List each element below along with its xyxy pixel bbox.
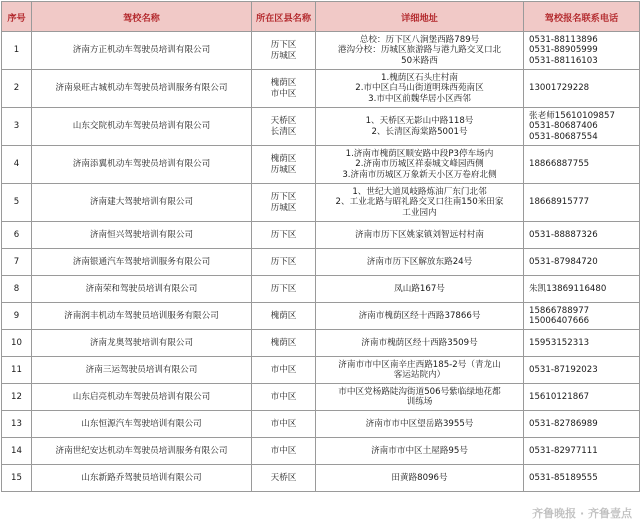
cell-phone-line: 18668915777 — [529, 197, 590, 208]
cell-phone — [524, 70, 640, 108]
header-row — [2, 2, 640, 32]
cell-phone — [524, 330, 640, 357]
cell-district — [252, 184, 316, 222]
table-row — [2, 222, 640, 249]
cell-school-name: 山东启亮机动车驾驶员培训有限公司 — [32, 384, 252, 411]
cell-school-name: 济南世纪安达机动车驾驶员培训服务有限公司 — [32, 438, 252, 465]
cell-address-line: 济南市槐荫区经十西路3509号 — [361, 337, 478, 348]
cell-index: 3 — [2, 108, 32, 146]
cell-index: 10 — [2, 330, 32, 357]
cell-school-name: 山东新路乔驾驶员培训有限公司 — [32, 465, 252, 492]
cell-phone-line: 0531-88116103 — [529, 55, 598, 66]
cell-address-line: 2.市中区白马山街道明珠西苑南区 — [355, 83, 484, 94]
cell-phone-line: 0531-80687406 — [529, 121, 598, 132]
cell-address-line: 济南市历下区解放东路24号 — [366, 256, 473, 267]
cell-district-line: 历下区 — [270, 283, 297, 294]
cell-address — [316, 384, 524, 411]
cell-address-line: 济南市市中区望岳路3955号 — [365, 418, 474, 429]
cell-index: 11 — [2, 357, 32, 384]
table-row — [2, 32, 640, 70]
cell-phone-line: 0531-88905999 — [529, 45, 598, 56]
cell-address-line: 总校：历下区八涧堡西路789号 — [359, 34, 480, 45]
cell-district-line: 历城区 — [270, 50, 297, 61]
table-row — [2, 411, 640, 438]
cell-district — [252, 330, 316, 357]
cell-phone-line: 0531-87192023 — [529, 364, 598, 375]
cell-index: 8 — [2, 276, 32, 303]
cell-school-name: 济南建大驾驶培训有限公司 — [32, 184, 252, 222]
cell-address — [316, 222, 524, 249]
cell-address — [316, 303, 524, 330]
cell-address-line: 1、天桥区无影山中路118号 — [365, 116, 474, 127]
cell-district-line: 天桥区 — [270, 472, 297, 483]
cell-phone — [524, 438, 640, 465]
cell-address — [316, 249, 524, 276]
cell-school-name: 济南添翼机动车驾驶员培训有限公司 — [32, 146, 252, 184]
cell-phone-line: 0531-82977111 — [529, 445, 598, 456]
cell-district-line: 历城区 — [270, 164, 297, 175]
driving-school-table — [1, 1, 640, 492]
table-row — [2, 108, 640, 146]
cell-index: 12 — [2, 384, 32, 411]
header-address: 详细地址 — [316, 2, 524, 32]
cell-school-name: 济南龙奥驾驶培训有限公司 — [32, 330, 252, 357]
cell-phone — [524, 411, 640, 438]
cell-phone-line: 0531-88113896 — [529, 34, 598, 45]
cell-index: 1 — [2, 32, 32, 70]
cell-district-line: 历城区 — [270, 202, 297, 213]
cell-district — [252, 70, 316, 108]
cell-index: 14 — [2, 438, 32, 465]
cell-address-line: 2、工业北路与昭礼路交叉口往南150米田家 — [335, 197, 504, 208]
cell-phone — [524, 384, 640, 411]
cell-address-line: 1.济南市槐荫区顺安路中段P3停车场内 — [345, 148, 494, 159]
cell-district-line: 市中区 — [270, 391, 297, 402]
table-row — [2, 249, 640, 276]
cell-phone-line: 0531-85189555 — [529, 472, 598, 483]
cell-district — [252, 276, 316, 303]
cell-district-line: 市中区 — [270, 364, 297, 375]
cell-school-name: 济南银通汽车驾驶培训服务有限公司 — [32, 249, 252, 276]
cell-district — [252, 108, 316, 146]
cell-address-line: 2、长清区海棠路5001号 — [371, 126, 468, 137]
cell-district — [252, 465, 316, 492]
table-row — [2, 184, 640, 222]
header-school-name: 驾校名称 — [32, 2, 252, 32]
cell-district-line: 槐荫区 — [270, 154, 297, 165]
cell-district-line: 市中区 — [270, 88, 297, 99]
table-row — [2, 146, 640, 184]
cell-index: 4 — [2, 146, 32, 184]
cell-district — [252, 438, 316, 465]
cell-phone-line: 15610121867 — [529, 391, 590, 402]
cell-phone — [524, 146, 640, 184]
table-row — [2, 303, 640, 330]
cell-district-line: 历下区 — [270, 256, 297, 267]
cell-address-line: 训练场 — [406, 397, 433, 407]
cell-phone-line: 0531-82786989 — [529, 418, 598, 429]
cell-address — [316, 146, 524, 184]
cell-district-line: 历下区 — [270, 40, 297, 51]
cell-address-line: 济南市槐荫区经十西路37866号 — [358, 310, 481, 321]
cell-address — [316, 330, 524, 357]
table-row — [2, 357, 640, 384]
cell-school-name: 济南荣和驾驶员培训有限公司 — [32, 276, 252, 303]
watermark: 齐鲁晚报 · 齐鲁壹点 — [532, 507, 632, 520]
cell-address — [316, 70, 524, 108]
cell-phone — [524, 276, 640, 303]
cell-phone — [524, 249, 640, 276]
cell-phone-line: 0531-87984720 — [529, 256, 598, 267]
cell-address-line: 济南市市中区土屋路95号 — [371, 445, 468, 456]
cell-index: 5 — [2, 184, 32, 222]
cell-school-name: 济南三运驾驶员培训有限公司 — [32, 357, 252, 384]
cell-phone-line: 张老师15610109857 — [529, 110, 615, 121]
table-row — [2, 70, 640, 108]
table-row — [2, 438, 640, 465]
cell-phone — [524, 465, 640, 492]
cell-district — [252, 222, 316, 249]
table-row — [2, 276, 640, 303]
cell-district — [252, 249, 316, 276]
cell-address — [316, 108, 524, 146]
cell-district — [252, 32, 316, 70]
cell-address — [316, 465, 524, 492]
header-index: 序号 — [2, 2, 32, 32]
cell-phone — [524, 32, 640, 70]
cell-index: 6 — [2, 222, 32, 249]
table-row — [2, 330, 640, 357]
cell-phone-line: 15953152313 — [529, 337, 590, 348]
cell-district-line: 槐荫区 — [270, 310, 297, 321]
cell-district — [252, 303, 316, 330]
cell-school-name: 济南恒兴驾驶培训有限公司 — [32, 222, 252, 249]
cell-phone — [524, 108, 640, 146]
cell-school-name: 济南方正机动车驾驶员培训有限公司 — [32, 32, 252, 70]
cell-address-line: 港沟分校：历城区旅游路与港九路交叉口北 — [337, 45, 502, 56]
cell-index: 7 — [2, 249, 32, 276]
cell-address — [316, 276, 524, 303]
cell-address — [316, 357, 524, 384]
cell-address-line: 3.济南市历城区万象新天小区万卷府北侧 — [342, 169, 497, 180]
table-row — [2, 384, 640, 411]
cell-phone — [524, 357, 640, 384]
cell-address — [316, 438, 524, 465]
cell-district-line: 槐荫区 — [270, 337, 297, 348]
cell-address-line: 50米路西 — [401, 55, 438, 66]
header-phone: 驾校报名联系电话 — [524, 2, 640, 32]
cell-phone — [524, 303, 640, 330]
cell-address-line: 田黄路8096号 — [391, 472, 448, 483]
cell-district — [252, 411, 316, 438]
cell-phone-line: 18866887755 — [529, 159, 590, 170]
cell-phone-line: 15006407666 — [529, 316, 590, 326]
cell-phone-line: 13001729228 — [529, 83, 590, 94]
cell-address — [316, 411, 524, 438]
cell-phone — [524, 222, 640, 249]
cell-phone — [524, 184, 640, 222]
cell-district — [252, 146, 316, 184]
cell-address-line: 市中区党杨路陡沟街道506号紫临绿地花都 — [338, 386, 501, 397]
cell-address-line: 济南市市中区南辛庄西路185-2号（青龙山 — [338, 359, 501, 370]
cell-address-line: 工业园内 — [402, 207, 437, 218]
cell-district-line: 天桥区 — [270, 116, 297, 127]
cell-school-name: 济南润丰机动车驾驶员培训服务有限公司 — [32, 303, 252, 330]
cell-district-line: 历下区 — [270, 229, 297, 240]
cell-index: 2 — [2, 70, 32, 108]
cell-district-line: 市中区 — [270, 418, 297, 429]
header-district: 所在区县名称 — [252, 2, 316, 32]
cell-address-line: 凤山路167号 — [394, 283, 445, 294]
cell-phone-line: 朱凯13869116480 — [529, 283, 607, 294]
cell-district — [252, 357, 316, 384]
cell-index: 9 — [2, 303, 32, 330]
cell-phone-line: 15866788977 — [529, 305, 590, 316]
cell-address-line: 客运站院内） — [393, 370, 446, 380]
cell-index: 15 — [2, 465, 32, 492]
table-row — [2, 465, 640, 492]
cell-address-line: 济南市历下区姚家镇刘智远村村南 — [355, 229, 484, 240]
cell-phone-line: 0531-80687554 — [529, 131, 598, 142]
cell-school-name: 济南泉旺古城机动车驾驶员培训服务有限公司 — [32, 70, 252, 108]
cell-district-line: 槐荫区 — [270, 78, 297, 89]
cell-district-line: 长清区 — [270, 126, 297, 137]
cell-district — [252, 384, 316, 411]
cell-address — [316, 32, 524, 70]
cell-address-line: 3.市中区前魏华居小区西邻 — [368, 93, 471, 104]
cell-address — [316, 184, 524, 222]
cell-index: 13 — [2, 411, 32, 438]
cell-address-line: 2.济南市历城区祥泰城文峰园西侧 — [355, 159, 484, 170]
cell-address-line: 1、世纪大道凤岐路炼油厂东门北邻 — [352, 186, 487, 197]
cell-school-name: 山东交院机动车驾驶员培训有限公司 — [32, 108, 252, 146]
cell-phone-line: 0531-88887326 — [529, 229, 598, 240]
cell-school-name: 山东恒源汽车驾驶培训有限公司 — [32, 411, 252, 438]
cell-district-line: 历下区 — [270, 192, 297, 203]
cell-address-line: 1.槐荫区石头庄村南 — [381, 72, 458, 83]
cell-district-line: 市中区 — [270, 445, 297, 456]
